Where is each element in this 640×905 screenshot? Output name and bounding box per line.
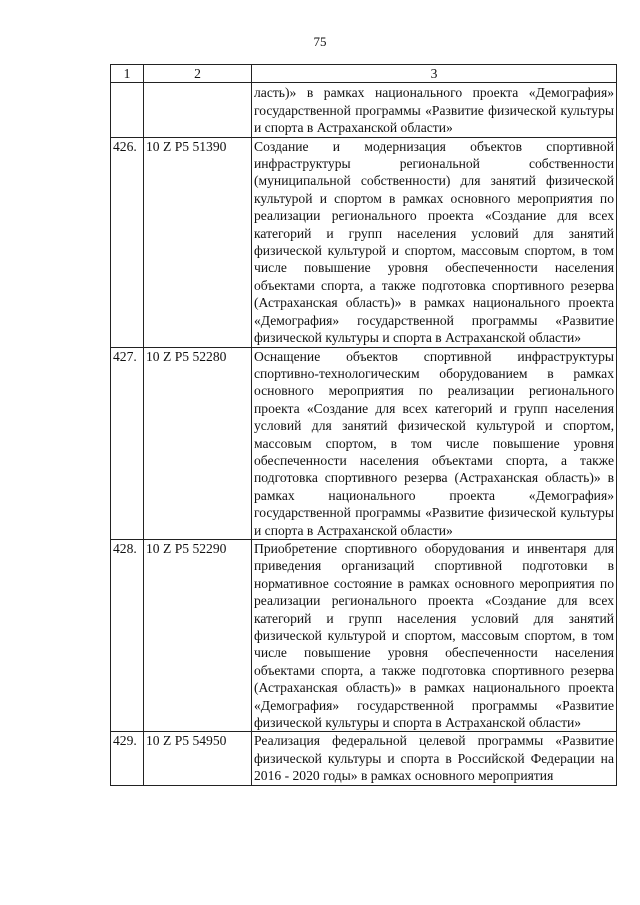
table-row bbox=[111, 539, 617, 731]
row-code: 10 Z P5 54950 bbox=[144, 732, 252, 785]
table-row bbox=[111, 137, 617, 347]
column-header-description: 3 bbox=[252, 65, 617, 83]
row-code: 10 Z P5 52290 bbox=[144, 539, 252, 731]
row-number: 426. bbox=[111, 137, 144, 347]
row-description: ласть)» в рамках национального проекта «Демография» государственной программы «Развитие физической культуры и спорта в Астраханской области» bbox=[252, 83, 617, 137]
page-number: 75 bbox=[313, 34, 327, 49]
row-code: 10 Z P5 51390 bbox=[144, 137, 252, 347]
row-number: 427. bbox=[111, 347, 144, 539]
row-code bbox=[144, 83, 252, 137]
column-header-number: 1 bbox=[111, 65, 144, 83]
row-description: Приобретение спортивного оборудования и инвентаря для приведения организаций спортивной подготовки в нормативное состояние в рамках основного мероприятия по реализации регионального проекта «Создание для всех категорий и групп населения условий для занятий физической культурой и спортом, массовым спортом, в том числе повышение уровня обеспеченности населения объектами спорта, а также подготовка спортивного резерва (Астраханская область)» в рамках национального проекта «Демография» государственной программы «Развитие физической культуры и спорта в Астраханской области» bbox=[252, 539, 617, 731]
row-description: Реализация федеральной целевой программы «Развитие физической культуры и спорта в Российской Федерации на 2016 - 2020 годы» в рамках основного мероприятия bbox=[252, 732, 617, 785]
row-number bbox=[111, 83, 144, 137]
row-description: Создание и модернизация объектов спортивной инфраструктуры региональной собственности (муниципальной собственности) для занятий физической культурой и спортом в рамках основного мероприятия по реализации регионального проекта «Создание для всех категорий и групп населения условий для занятий физической культурой и спортом, массовым спортом, в том числе повышение уровня обеспеченности населения объектами спорта, а также подготовка спортивного резерва (Астраханская область)» в рамках национального проекта «Демография» государственной программы «Развитие физической культуры и спорта в Астраханской области» bbox=[252, 137, 617, 347]
table-header-row bbox=[111, 65, 617, 83]
row-number: 428. bbox=[111, 539, 144, 731]
column-header-code: 2 bbox=[144, 65, 252, 83]
table-row bbox=[111, 732, 617, 785]
row-code: 10 Z P5 52280 bbox=[144, 347, 252, 539]
table-row bbox=[111, 347, 617, 539]
budget-table bbox=[110, 64, 617, 786]
table-row bbox=[111, 83, 617, 137]
row-description: Оснащение объектов спортивной инфраструктуры спортивно-технологическим оборудованием в рамках основного мероприятия по реализации регионального проекта «Создание для всех категорий и групп населения условий для занятий физической культурой и спортом, массовым спортом, в том числе повышение уровня обеспеченности населения объектами спорта, а также подготовка спортивного резерва (Астраханская область)» в рамках национального проекта «Демография» государственной программы «Развитие физической культуры и спорта в Астраханской области» bbox=[252, 347, 617, 539]
row-number: 429. bbox=[111, 732, 144, 785]
